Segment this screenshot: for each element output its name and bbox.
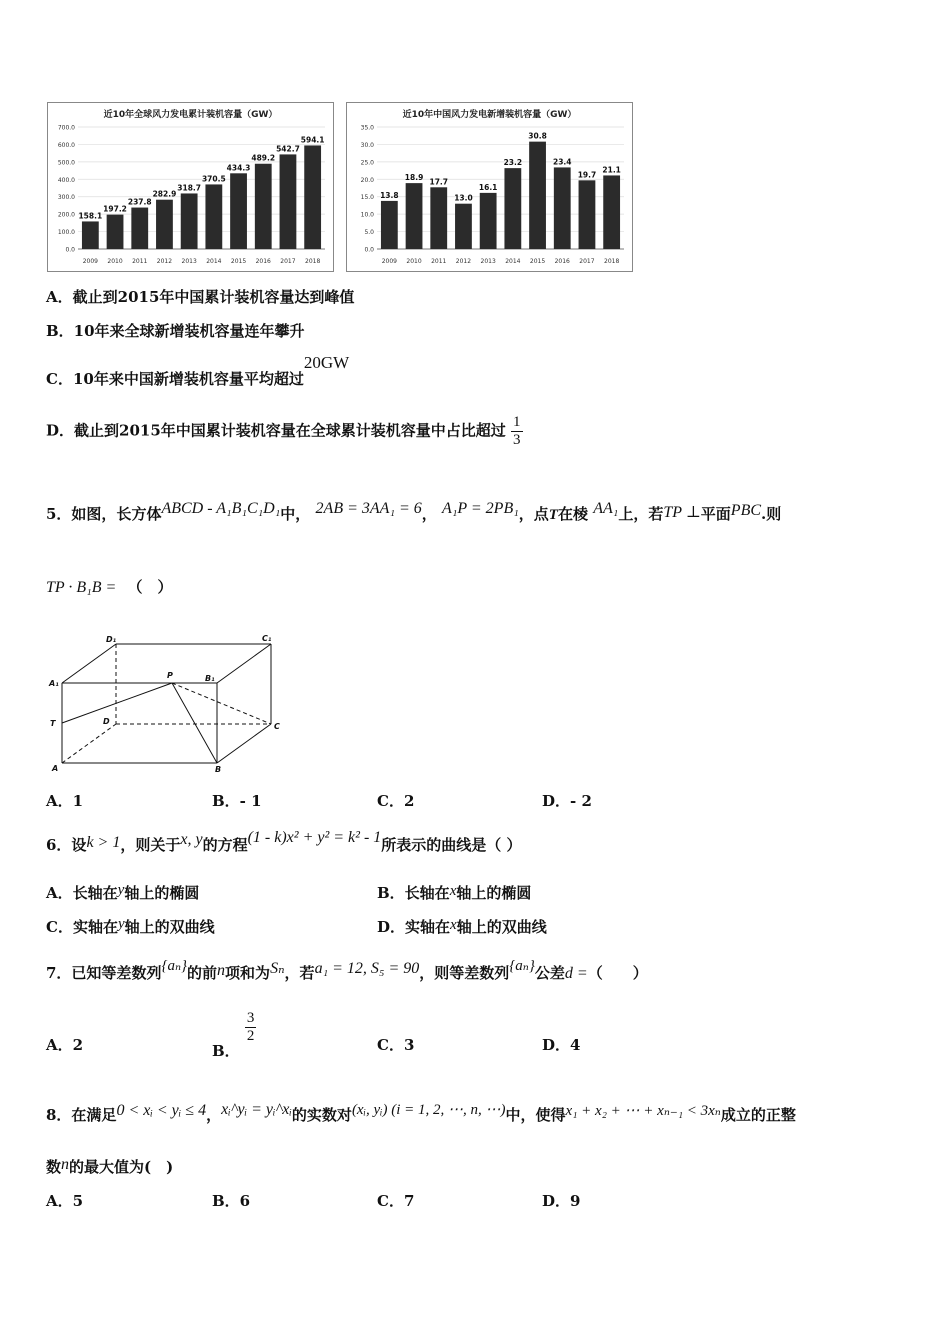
data-label: 434.3: [226, 163, 251, 173]
q8-option-c: C．7: [377, 1192, 415, 1210]
q5-math-1: ABCD - A₁B₁C₁D₁: [161, 500, 281, 517]
y-tick-label: 35.0: [360, 124, 374, 132]
q7-option-b-fraction: $\frac{3}{2}$: [246, 1010, 255, 1044]
x-tick-label: 2018: [604, 258, 620, 265]
q5-math-7: TP · B₁B =: [46, 579, 117, 596]
data-label: 489.2: [251, 153, 276, 163]
data-label: 282.9: [152, 189, 177, 199]
x-tick-label: 2015: [529, 258, 546, 265]
bar-2015: [230, 173, 247, 249]
fig-label-p: P: [167, 671, 173, 680]
q8-pairs: (xᵢ, yᵢ) (i = 1, 2, ⋯, n, ⋯): [351, 1102, 506, 1118]
fig-label-t: T: [50, 719, 56, 728]
q5-math-2: 2AB = 3AA₁ = 6: [315, 500, 422, 517]
q4-option-c: [46, 353, 350, 388]
q4-option-d-text: D．截止到2015年中国累计装机容量在全球累计装机容量中占比超过: [46, 421, 506, 440]
q6-option-c: C．实轴在y轴上的双曲线: [46, 916, 215, 936]
x-tick-label: 2013: [480, 258, 496, 265]
q4-option-b: B．10年来全球新增装机容量连年攀升: [46, 322, 305, 340]
bar-2014: [205, 184, 222, 249]
bar-2015: [529, 142, 546, 249]
y-tick-label: 400.0: [57, 176, 75, 184]
data-label: 370.5: [201, 174, 226, 184]
bar-2012: [156, 200, 173, 249]
x-tick-label: 2017: [280, 258, 296, 265]
q6-option-d: D．实轴在x轴上的双曲线: [377, 917, 547, 936]
fig-label-b: B: [215, 765, 222, 774]
q5-option-a: A．1: [46, 792, 84, 810]
bar-2016: [255, 164, 272, 249]
chart-china-new-svg: [347, 103, 632, 271]
chart-global-cumulative: [47, 102, 334, 272]
x-tick-label: 2014: [505, 258, 521, 265]
bar-2010: [107, 215, 124, 249]
q5-cuboid-figure: [40, 630, 300, 780]
q5-math-3: A₁P = 2PB₁: [442, 500, 519, 517]
x-tick-label: 2014: [206, 258, 222, 265]
fig-label-d: D: [103, 717, 110, 726]
q7-option-a: A．2: [46, 1036, 84, 1054]
fig-label-b1: B₁: [205, 674, 215, 683]
q5-option-b: B．- 1: [212, 792, 262, 810]
x-tick-label: 2009: [82, 258, 98, 265]
q6-stem: 6．设k > 1，则关于x, y的方程(1 - k)x² + y² = k² - 1所表示的曲线是（ ）: [46, 829, 522, 854]
q8-option-a: A．5: [46, 1192, 84, 1210]
bar-2017: [579, 180, 596, 249]
q5-math-4: AA₁: [593, 500, 619, 517]
y-tick-label: 0.0: [364, 246, 374, 254]
q4-option-c-text: C．10年来中国新增装机容量平均超过: [46, 370, 304, 388]
q6-option-b: B．长轴在x轴上的椭圆: [377, 883, 532, 902]
x-tick-label: 2010: [107, 258, 123, 265]
data-label: 30.8: [528, 131, 547, 141]
x-tick-label: 2016: [255, 258, 271, 265]
q5-stem: 5．如图，长方体ABCD - A₁B₁C₁D₁中， 2AB = 3AA₁ = 6， A₁P = 2PB₁，点T在棱 AA₁上，若TP ⊥平面PBC.则: [46, 500, 782, 523]
q4-option-d-fraction: $\frac{1}{3}$: [513, 414, 521, 448]
data-label: 23.2: [503, 158, 523, 168]
bar-2018: [304, 145, 321, 249]
y-tick-label: 15.0: [360, 194, 374, 202]
q6-option-a: A．长轴在y轴上的椭圆: [46, 882, 200, 902]
chart-china-new: [346, 102, 633, 272]
bar-2013: [181, 193, 198, 249]
x-tick-label: 2012: [455, 258, 472, 265]
y-tick-label: 0.0: [65, 246, 75, 254]
bar-2010: [406, 183, 423, 249]
q8-stem-2: 数n的最大值为( ): [46, 1156, 174, 1176]
bar-2013: [480, 193, 497, 249]
data-label: 17.7: [429, 177, 449, 187]
fig-label-a1: A₁: [49, 679, 59, 688]
data-label: 13.0: [454, 193, 473, 203]
x-tick-label: 2018: [305, 258, 321, 265]
q5-option-c: C．2: [377, 792, 415, 810]
x-tick-label: 2011: [431, 258, 447, 265]
data-label: 21.1: [602, 165, 621, 175]
data-label: 19.7: [577, 170, 597, 180]
bar-2011: [131, 208, 148, 249]
q6-equation: (1 - k)x² + y² = k² - 1: [247, 829, 382, 846]
q7-option-d: D．4: [542, 1036, 581, 1054]
q4-option-c-math: 20GW: [303, 353, 350, 372]
q4-option-a: A．截止到2015年中国累计装机容量达到峰值: [46, 288, 355, 306]
bar-2011: [430, 187, 447, 249]
fig-label-d1: D₁: [106, 635, 117, 644]
bar-2016: [554, 167, 571, 249]
x-tick-label: 2012: [156, 258, 173, 265]
chart-global-cumulative-svg: [48, 103, 333, 271]
data-label: 13.8: [380, 190, 399, 200]
q7-option-b: B． $\frac{3}{2}$: [212, 1010, 255, 1060]
q7-stem: 7．已知等差数列{aₙ}的前n项和为Sₙ，若a₁ = 12, S₅ = 90，则等差数列{aₙ}公差d =（ ）: [46, 958, 648, 982]
data-label: 23.4: [552, 157, 572, 167]
x-tick-label: 2017: [579, 258, 595, 265]
q8-inequality: x₁ + x₂ + ⋯ + xₙ₋₁ < 3xₙ: [565, 1103, 721, 1119]
data-label: 318.7: [177, 183, 202, 193]
chart-title: 近10年中国风力发电新增装机容量（GW）: [402, 110, 577, 120]
fig-label-a: A: [52, 764, 59, 773]
q5-math-6: PBC: [730, 502, 762, 519]
data-label: 18.9: [404, 173, 424, 183]
y-tick-label: 700.0: [57, 124, 75, 132]
x-tick-label: 2010: [406, 258, 422, 265]
y-tick-label: 20.0: [360, 176, 374, 184]
x-tick-label: 2015: [230, 258, 247, 265]
y-tick-label: 5.0: [364, 229, 374, 237]
q8-stem: 8．在满足0 < xᵢ < yᵢ ≤ 4，xᵢ^yᵢ = yᵢ^xᵢ的实数对(xᵢ, yᵢ) (i = 1, 2, ⋯, n, ⋯)中，使得x₁ + x₂ + ⋯ + xₙ₋₁ < 3xₙ成立的正整: [46, 1101, 796, 1124]
x-tick-label: 2009: [381, 258, 397, 265]
bar-2009: [381, 201, 398, 249]
bar-2012: [455, 204, 472, 249]
chart-title: 近10年全球风力发电累计装机容量（GW）: [103, 110, 278, 120]
q4-option-d: [46, 414, 523, 449]
x-tick-label: 2011: [132, 258, 148, 265]
y-tick-label: 600.0: [57, 141, 75, 149]
x-tick-label: 2016: [554, 258, 570, 265]
fig-label-c1: C₁: [262, 634, 272, 643]
fig-label-c: C: [274, 722, 280, 731]
bar-2018: [603, 175, 620, 249]
bar-2009: [82, 221, 99, 249]
y-tick-label: 10.0: [360, 211, 374, 219]
data-label: 158.1: [78, 211, 103, 221]
q5-math-5: TP ⊥: [663, 504, 701, 521]
data-label: 542.7: [276, 144, 300, 154]
data-label: 237.8: [127, 197, 152, 207]
q5-option-d: D．- 2: [542, 792, 592, 810]
q5-stem-2: TP · B₁B = （ ）: [46, 578, 173, 596]
y-tick-label: 30.0: [360, 141, 374, 149]
y-tick-label: 500.0: [57, 159, 75, 167]
data-label: 197.2: [103, 204, 127, 214]
q8-option-d: D．9: [542, 1192, 581, 1210]
x-tick-label: 2013: [181, 258, 197, 265]
data-label: 594.1: [300, 135, 325, 145]
q7-condition: a₁ = 12, S₅ = 90: [314, 960, 420, 977]
y-tick-label: 300.0: [57, 194, 75, 202]
q8-option-b: B．6: [212, 1192, 251, 1210]
q7-option-c: C．3: [377, 1036, 415, 1054]
bar-2017: [280, 154, 297, 249]
bar-2014: [504, 168, 521, 249]
y-tick-label: 200.0: [57, 211, 75, 219]
y-tick-label: 25.0: [360, 159, 374, 167]
y-tick-label: 100.0: [57, 229, 75, 237]
data-label: 16.1: [478, 182, 498, 192]
